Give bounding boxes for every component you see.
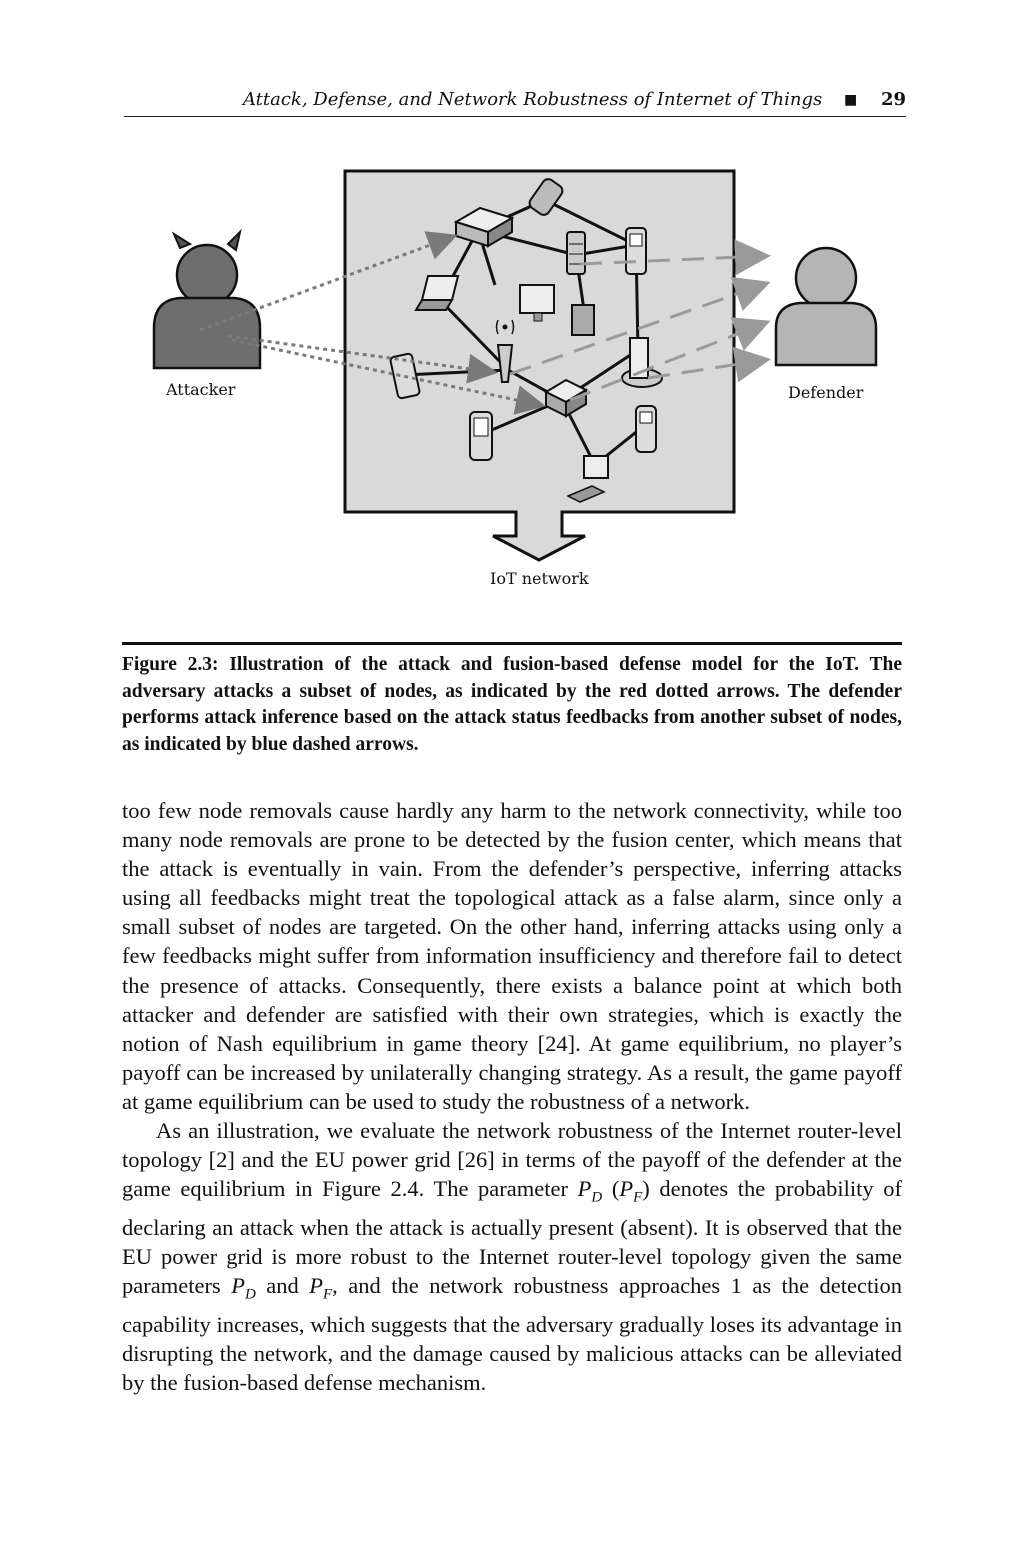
p2-part-c: , and the network robustness approaches 1 as the detection capability increases, which suggests that the adversary gradually loses its advantage in disrupting the network, and the damage caused by malicious attacks can be alleviated by the fusion-based defense mechanism. (122, 1273, 902, 1395)
caption-label: Figure 2.3: (122, 654, 219, 675)
page-number: 29 (880, 89, 906, 110)
mobile-phone-icon (626, 228, 646, 274)
header-separator-icon: ■ (843, 92, 858, 108)
running-header (124, 86, 906, 117)
attacker-figure (154, 232, 260, 368)
attacker-label: Attacker (166, 380, 236, 399)
math-pd (577, 1176, 603, 1206)
math-pd-subscript: D (591, 1189, 603, 1206)
cell-phone-icon (636, 406, 656, 452)
paragraph-1: too few node removals cause hardly any harm to the network connectivity, while too many node removals are prone to be detected by the fusion center, which means that the attack is eventually in vain. From the defender’s perspective, inferring attacks using all feedbacks might treat the topological attack as a false alarm, since only a small subset of nodes are targeted. On the other hand, inferring attacks using only a few feedbacks might suffer from information insufficiency and therefore fail to detect the presence of attacks. Consequently, there exists a balance point at which both attacker and defender are satisfied with their own strategies, which is exactly the notion of Nash equilibrium in game theory [24]. At game equilibrium, no player’s payoff can be increased by unilaterally changing strategy. As a result, the game payoff at game equilibrium can be used to study the robustness of a network. (122, 798, 902, 1114)
defender-label: Defender (788, 383, 864, 402)
math-pf-subscript-2: F (323, 1286, 333, 1303)
defender-figure (776, 248, 876, 365)
math-pf-subscript: F (633, 1189, 643, 1206)
p2-paren: ( (602, 1176, 620, 1202)
figure-attack-defense-model (140, 160, 880, 600)
math-pd-symbol: P (577, 1176, 592, 1202)
body-text (122, 796, 902, 1397)
figure-diagram (140, 160, 880, 600)
math-pd-subscript-2: D (244, 1286, 256, 1303)
caption-text: Illustration of the attack and fusion-based defense model for the IoT. The adversary attacks a subset of nodes, as indicated by the red dotted arrows. The defender performs attack inference based on the attack status feedbacks from another subset of nodes, as indicated by blue dashed arrows. (122, 654, 902, 755)
figure-caption (122, 652, 902, 758)
p2-part-b: ) denotes the probability of declaring an attack when the attack is actually present (absent). It is observed that the EU power grid is more robust to the Internet router-level topology given the same parameters (122, 1176, 902, 1298)
desktop-tower-icon (572, 305, 594, 335)
running-title: Attack, Defense, and Network Robustness of Internet of Things (242, 89, 823, 110)
server-tower-icon (567, 232, 585, 274)
caption-rule (122, 642, 902, 645)
math-pd-2 (231, 1273, 256, 1303)
pda-icon (470, 412, 492, 460)
p2-and: and (255, 1273, 310, 1298)
p2-part-a: As an illustration, we evaluate the network robustness of the Internet router-level topology [2] and the EU power grid [26] in terms of the payoff of the defender at the game equilibrium in Figure 2.4. The parameter (122, 1118, 902, 1202)
math-pd-symbol-2: P (231, 1273, 245, 1298)
math-pf-symbol-2: P (309, 1273, 323, 1298)
math-pf-2 (309, 1273, 333, 1303)
math-pf (619, 1176, 643, 1206)
math-pf-symbol: P (619, 1176, 634, 1202)
iot-network-label: IoT network (490, 569, 589, 588)
paragraph-2 (122, 1116, 902, 1397)
